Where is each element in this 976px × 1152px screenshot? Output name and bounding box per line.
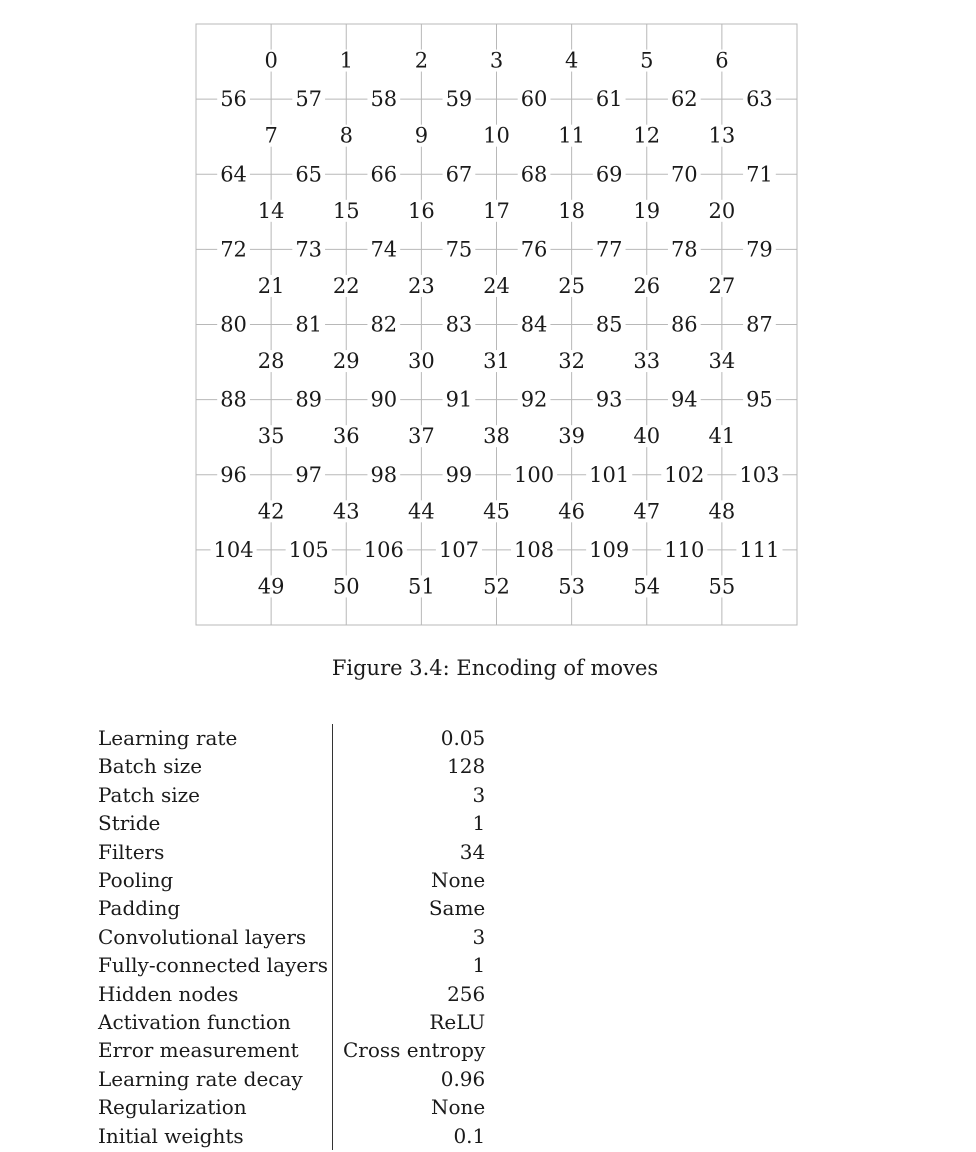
move-label-vertical: 20 bbox=[708, 198, 736, 223]
move-label-horizontal: 102 bbox=[664, 462, 705, 487]
move-label-horizontal: 100 bbox=[514, 462, 555, 487]
move-label-horizontal: 62 bbox=[670, 87, 698, 112]
parameter-name: Learning rate bbox=[98, 724, 333, 752]
move-label-horizontal: 86 bbox=[670, 312, 698, 337]
move-label-vertical: 42 bbox=[257, 499, 285, 524]
move-label-vertical: 39 bbox=[558, 424, 585, 449]
parameter-row bbox=[98, 838, 491, 866]
move-label-vertical: 49 bbox=[257, 574, 285, 599]
move-label-vertical: 22 bbox=[332, 273, 360, 298]
move-label-horizontal: 68 bbox=[520, 162, 548, 187]
move-label-vertical: 28 bbox=[257, 349, 285, 374]
move-label-vertical: 7 bbox=[264, 123, 278, 148]
parameter-name: Patch size bbox=[98, 781, 333, 809]
parameter-name: Regularization bbox=[98, 1093, 333, 1121]
move-label-horizontal: 75 bbox=[445, 237, 473, 262]
move-label-vertical: 24 bbox=[483, 273, 510, 298]
parameter-name: Learning rate decay bbox=[98, 1065, 333, 1093]
parameter-name: Convolutional layers bbox=[98, 923, 333, 951]
move-label-horizontal: 103 bbox=[739, 462, 780, 487]
parameter-name: Stride bbox=[98, 809, 333, 837]
move-label-vertical: 29 bbox=[332, 349, 360, 374]
move-label-horizontal: 77 bbox=[595, 237, 623, 262]
parameter-row bbox=[98, 1093, 491, 1121]
move-label-horizontal: 88 bbox=[220, 387, 247, 412]
move-label-vertical: 0 bbox=[264, 48, 278, 73]
move-label-vertical: 27 bbox=[708, 273, 736, 298]
parameter-value: 3 bbox=[472, 924, 486, 949]
move-label-vertical: 45 bbox=[483, 499, 510, 524]
move-label-horizontal: 82 bbox=[370, 312, 398, 337]
parameter-value: None bbox=[430, 1095, 486, 1120]
parameter-value: Same bbox=[428, 896, 486, 921]
move-label-horizontal: 104 bbox=[213, 537, 254, 562]
parameter-value: 34 bbox=[459, 839, 486, 864]
move-label-vertical: 38 bbox=[483, 424, 510, 449]
move-label-vertical: 19 bbox=[633, 198, 661, 223]
move-label-vertical: 51 bbox=[408, 574, 435, 599]
parameter-row bbox=[98, 1036, 491, 1064]
move-label-horizontal: 96 bbox=[220, 462, 247, 487]
move-label-horizontal: 98 bbox=[370, 462, 398, 487]
move-label-horizontal: 97 bbox=[295, 462, 323, 487]
move-label-vertical: 53 bbox=[558, 574, 585, 599]
parameter-row bbox=[98, 1008, 491, 1036]
move-label-vertical: 13 bbox=[708, 123, 736, 148]
parameter-row bbox=[98, 752, 491, 780]
move-label-horizontal: 91 bbox=[445, 387, 473, 412]
move-label-vertical: 10 bbox=[483, 123, 510, 148]
move-label-horizontal: 85 bbox=[595, 312, 623, 337]
move-label-vertical: 33 bbox=[633, 349, 661, 374]
move-label-horizontal: 70 bbox=[670, 162, 698, 187]
move-label-vertical: 17 bbox=[483, 198, 510, 223]
parameter-row bbox=[98, 866, 491, 894]
parameter-row bbox=[98, 724, 491, 752]
parameter-name: Activation function bbox=[98, 1008, 333, 1036]
move-label-vertical: 36 bbox=[332, 424, 360, 449]
move-label-horizontal: 63 bbox=[746, 87, 773, 112]
move-label-horizontal: 111 bbox=[739, 537, 780, 562]
move-label-horizontal: 107 bbox=[438, 537, 479, 562]
parameter-name: Padding bbox=[98, 894, 333, 922]
move-label-vertical: 30 bbox=[408, 349, 435, 374]
move-label-horizontal: 87 bbox=[746, 312, 773, 337]
move-label-horizontal: 67 bbox=[445, 162, 473, 187]
parameters-table-body bbox=[98, 724, 491, 1150]
move-label-vertical: 25 bbox=[558, 273, 585, 298]
move-label-vertical: 4 bbox=[564, 48, 579, 73]
move-label-horizontal: 109 bbox=[589, 537, 630, 562]
move-label-horizontal: 101 bbox=[589, 462, 630, 487]
move-label-vertical: 46 bbox=[558, 499, 585, 524]
move-label-horizontal: 83 bbox=[445, 312, 473, 337]
move-label-horizontal: 71 bbox=[746, 162, 773, 187]
move-label-vertical: 40 bbox=[633, 424, 661, 449]
parameter-row bbox=[98, 781, 491, 809]
parameter-value: 3 bbox=[472, 782, 486, 807]
move-label-horizontal: 60 bbox=[520, 87, 548, 112]
parameter-name: Initial weights bbox=[98, 1122, 333, 1150]
move-label-vertical: 31 bbox=[483, 349, 510, 374]
parameter-value: Cross entropy bbox=[343, 1038, 486, 1063]
parameter-row bbox=[98, 923, 491, 951]
parameter-row bbox=[98, 951, 491, 979]
parameter-name: Batch size bbox=[98, 752, 333, 780]
move-label-vertical: 55 bbox=[708, 574, 736, 599]
move-label-vertical: 5 bbox=[640, 48, 654, 73]
move-label-vertical: 9 bbox=[414, 123, 429, 148]
parameter-name: Fully-connected layers bbox=[98, 951, 333, 979]
parameter-value: 256 bbox=[447, 981, 486, 1006]
parameter-name: Filters bbox=[98, 838, 333, 866]
parameter-value: None bbox=[430, 868, 486, 893]
move-label-horizontal: 105 bbox=[288, 537, 329, 562]
move-label-vertical: 8 bbox=[339, 123, 353, 148]
move-label-horizontal: 57 bbox=[295, 87, 323, 112]
move-label-horizontal: 106 bbox=[363, 537, 404, 562]
move-label-vertical: 16 bbox=[408, 198, 435, 223]
parameter-row bbox=[98, 1065, 491, 1093]
move-label-vertical: 54 bbox=[633, 574, 661, 599]
move-label-horizontal: 79 bbox=[746, 237, 773, 262]
move-label-horizontal: 92 bbox=[520, 387, 548, 412]
figure-caption: Figure 3.4: Encoding of moves bbox=[331, 656, 659, 680]
parameter-name: Error measurement bbox=[98, 1036, 333, 1064]
move-label-vertical: 52 bbox=[483, 574, 510, 599]
parameter-name: Pooling bbox=[98, 866, 333, 894]
move-label-vertical: 1 bbox=[339, 48, 353, 73]
move-label-vertical: 14 bbox=[257, 198, 285, 223]
move-label-vertical: 50 bbox=[332, 574, 360, 599]
move-label-vertical: 35 bbox=[257, 424, 285, 449]
parameter-value: 0.1 bbox=[453, 1123, 486, 1148]
move-label-horizontal: 59 bbox=[445, 87, 473, 112]
move-label-vertical: 34 bbox=[708, 349, 736, 374]
parameter-name: Hidden nodes bbox=[98, 980, 333, 1008]
parameter-row bbox=[98, 809, 491, 837]
move-label-horizontal: 66 bbox=[370, 162, 398, 187]
move-label-horizontal: 89 bbox=[295, 387, 323, 412]
move-label-horizontal: 110 bbox=[664, 537, 705, 562]
move-label-horizontal: 58 bbox=[370, 87, 398, 112]
move-label-horizontal: 99 bbox=[445, 462, 473, 487]
move-label-vertical: 26 bbox=[633, 273, 661, 298]
move-label-horizontal: 95 bbox=[746, 387, 773, 412]
move-label-vertical: 32 bbox=[558, 349, 585, 374]
move-label-vertical: 2 bbox=[414, 48, 429, 73]
move-label-horizontal: 78 bbox=[670, 237, 698, 262]
move-label-vertical: 15 bbox=[332, 198, 360, 223]
move-label-vertical: 11 bbox=[558, 123, 585, 148]
move-label-horizontal: 65 bbox=[295, 162, 323, 187]
move-label-vertical: 21 bbox=[257, 273, 285, 298]
move-label-horizontal: 108 bbox=[514, 537, 555, 562]
parameter-value: 1 bbox=[472, 811, 486, 836]
move-label-vertical: 41 bbox=[708, 424, 736, 449]
parameter-value: 128 bbox=[447, 754, 486, 779]
move-label-vertical: 43 bbox=[332, 499, 360, 524]
move-label-horizontal: 73 bbox=[295, 237, 323, 262]
move-label-vertical: 3 bbox=[489, 48, 504, 73]
move-label-vertical: 6 bbox=[715, 48, 729, 73]
move-label-vertical: 37 bbox=[408, 424, 435, 449]
parameter-value: 0.05 bbox=[440, 726, 486, 750]
move-label-horizontal: 80 bbox=[220, 312, 247, 337]
move-label-horizontal: 94 bbox=[670, 387, 698, 412]
move-label-horizontal: 81 bbox=[295, 312, 323, 337]
move-label-horizontal: 90 bbox=[370, 387, 398, 412]
parameter-row bbox=[98, 894, 491, 922]
parameter-row bbox=[98, 1122, 491, 1150]
move-label-horizontal: 69 bbox=[595, 162, 623, 187]
parameter-value: 1 bbox=[472, 953, 486, 978]
move-label-horizontal: 84 bbox=[520, 312, 548, 337]
move-label-horizontal: 64 bbox=[220, 162, 247, 187]
parameter-value: ReLU bbox=[429, 1010, 486, 1035]
move-label-vertical: 12 bbox=[633, 123, 661, 148]
move-label-horizontal: 74 bbox=[370, 237, 398, 262]
parameters-table bbox=[98, 724, 491, 1150]
move-label-vertical: 44 bbox=[408, 499, 435, 524]
move-label-vertical: 18 bbox=[558, 198, 585, 223]
move-label-horizontal: 76 bbox=[520, 237, 548, 262]
move-label-vertical: 47 bbox=[633, 499, 661, 524]
parameter-value: 0.96 bbox=[440, 1066, 486, 1091]
parameter-row bbox=[98, 980, 491, 1008]
move-label-vertical: 23 bbox=[408, 273, 435, 298]
move-label-horizontal: 61 bbox=[595, 87, 623, 112]
move-label-horizontal: 72 bbox=[220, 237, 247, 262]
move-label-horizontal: 56 bbox=[220, 87, 247, 112]
move-label-horizontal: 93 bbox=[595, 387, 623, 412]
move-label-vertical: 48 bbox=[708, 499, 736, 524]
